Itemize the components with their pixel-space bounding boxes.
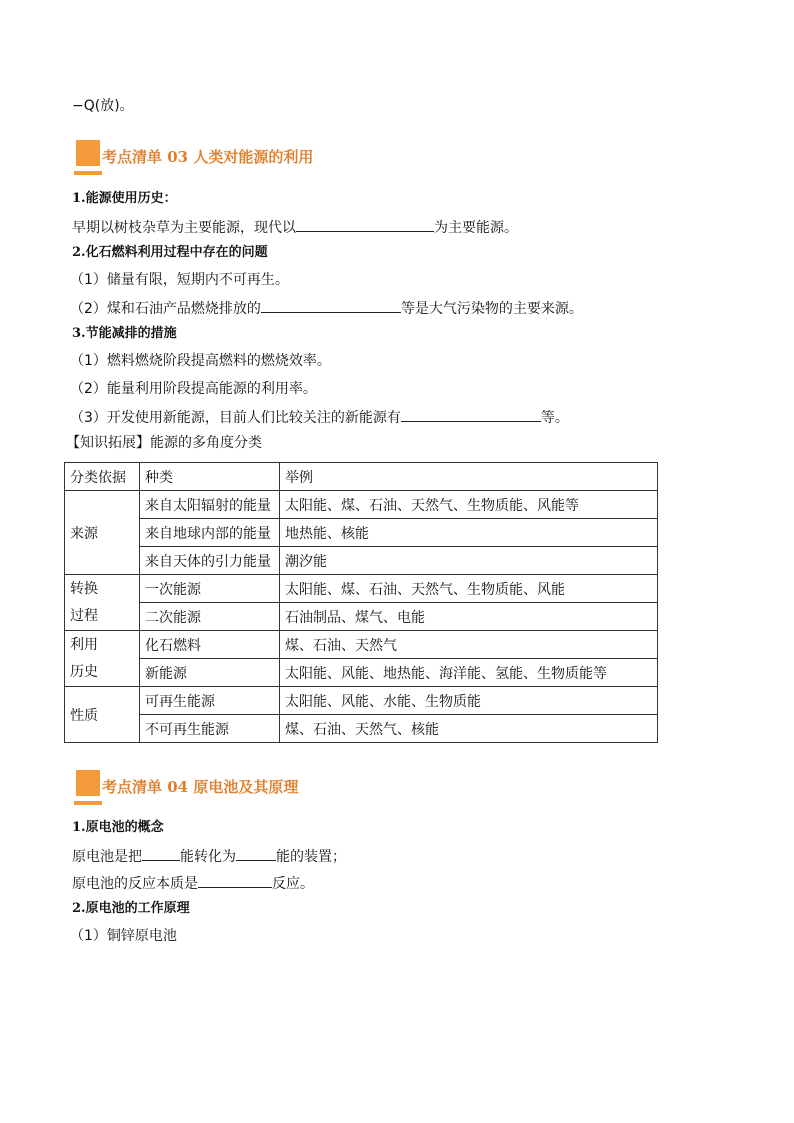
example-cell: 太阳能、风能、水能、生物质能 [280, 687, 658, 715]
table-row [65, 603, 658, 631]
text-fragment: 原电池的反应本质是 [72, 876, 198, 892]
fill-blank[interactable] [236, 845, 276, 861]
section-marker-icon [76, 140, 100, 166]
table-row [65, 687, 658, 715]
table-header-row [65, 463, 658, 491]
example-cell: 地热能、核能 [280, 519, 658, 547]
table-row [65, 659, 658, 687]
section-label: 考点清单 [102, 778, 163, 796]
extension-title: 【知识拓展】能源的多角度分类 [66, 435, 262, 451]
kind-cell: 来自天体的引力能量 [140, 547, 280, 575]
kind-cell: 化石燃料 [140, 631, 280, 659]
section-topic: 原电池及其原理 [193, 778, 299, 796]
text-fragment: （3）开发使用新能源，目前人们比较关注的新能源有 [70, 410, 401, 426]
section-header-03 [72, 140, 372, 180]
text-fragment: 能的装置； [276, 849, 346, 865]
table-row [65, 519, 658, 547]
table-header-cell: 分类依据 [65, 463, 140, 491]
fill-blank[interactable] [142, 845, 180, 861]
basis-cell [65, 575, 140, 631]
section-underline [74, 171, 102, 175]
table-header-cell: 种类 [140, 463, 280, 491]
example-cell: 太阳能、煤、石油、天然气、生物质能、风能 [280, 575, 658, 603]
table-row [65, 715, 658, 743]
section-number: 03 [167, 148, 189, 166]
text-fragment: 等是大气污染物的主要来源。 [400, 301, 583, 317]
fill-blank[interactable] [198, 872, 272, 888]
section-number: 04 [167, 778, 189, 796]
heading-cell-concept: 1.原电池的概念 [72, 820, 164, 835]
basis-label: 性质 [70, 707, 98, 724]
fill-blank[interactable] [296, 216, 434, 232]
fossil-item-2 [70, 297, 583, 319]
kind-cell: 来自太阳辐射的能量 [140, 491, 280, 519]
basis-label: 来源 [70, 525, 98, 542]
example-cell: 石油制品、煤气、电能 [280, 603, 658, 631]
kind-cell: 可再生能源 [140, 687, 280, 715]
text-fragment: （2）煤和石油产品燃烧排放的 [70, 301, 261, 317]
text-fragment: 等。 [540, 410, 569, 426]
heading-energy-saving: 3.节能减排的措施 [72, 326, 177, 341]
section-underline [74, 801, 102, 805]
energy-history-text [72, 216, 518, 238]
example-cell: 太阳能、风能、地热能、海洋能、氢能、生物质能等 [280, 659, 658, 687]
basis-label: 转换 [70, 580, 98, 597]
table-row [65, 547, 658, 575]
saving-item-3 [70, 406, 569, 428]
section-header-04 [72, 770, 372, 810]
fill-blank[interactable] [401, 406, 541, 422]
kind-cell: 新能源 [140, 659, 280, 687]
cell-concept-line-2 [72, 872, 314, 894]
fossil-item-1: （1）储量有限，短期内不可再生。 [70, 272, 289, 288]
basis-cell [65, 491, 140, 575]
saving-item-1: （1）燃料燃烧阶段提高燃料的燃烧效率。 [70, 353, 331, 369]
basis-label: 过程 [70, 607, 98, 624]
example-cell: 潮汐能 [280, 547, 658, 575]
table-header-cell: 举例 [280, 463, 658, 491]
cell-concept-line-1 [72, 845, 346, 867]
heading-cell-principle: 2.原电池的工作原理 [72, 901, 190, 916]
basis-cell [65, 631, 140, 687]
section-title [102, 776, 298, 797]
section-topic: 人类对能源的利用 [193, 148, 314, 166]
basis-label: 历史 [70, 663, 98, 680]
section-marker-icon [76, 770, 100, 796]
table-row [65, 575, 658, 603]
text-fragment: 早期以树枝杂草为主要能源，现代以 [72, 220, 296, 236]
text-fragment: 原电池是把 [72, 849, 142, 865]
saving-item-2: （2）能量利用阶段提高能源的利用率。 [70, 381, 317, 397]
example-cell: 煤、石油、天然气、核能 [280, 715, 658, 743]
section-label: 考点清单 [102, 148, 163, 166]
kind-cell: 二次能源 [140, 603, 280, 631]
example-cell: 煤、石油、天然气 [280, 631, 658, 659]
fill-blank[interactable] [261, 297, 401, 313]
kind-cell: 来自地球内部的能量 [140, 519, 280, 547]
text-fragment: 能转化为 [180, 849, 236, 865]
kind-cell: 不可再生能源 [140, 715, 280, 743]
table-row [65, 631, 658, 659]
section-title [102, 146, 313, 167]
basis-label: 利用 [70, 636, 98, 653]
top-fragment: −Q(放)。 [72, 98, 134, 114]
kind-cell: 一次能源 [140, 575, 280, 603]
basis-cell [65, 687, 140, 743]
text-fragment: 反应。 [272, 876, 314, 892]
heading-fossil-problems: 2.化石燃料利用过程中存在的问题 [72, 245, 268, 260]
principle-item-1: （1）铜锌原电池 [70, 928, 177, 944]
energy-classification-table [64, 462, 658, 743]
heading-energy-history: 1.能源使用历史： [72, 191, 177, 206]
table-row [65, 491, 658, 519]
text-fragment: 为主要能源。 [434, 220, 518, 236]
example-cell: 太阳能、煤、石油、天然气、生物质能、风能等 [280, 491, 658, 519]
